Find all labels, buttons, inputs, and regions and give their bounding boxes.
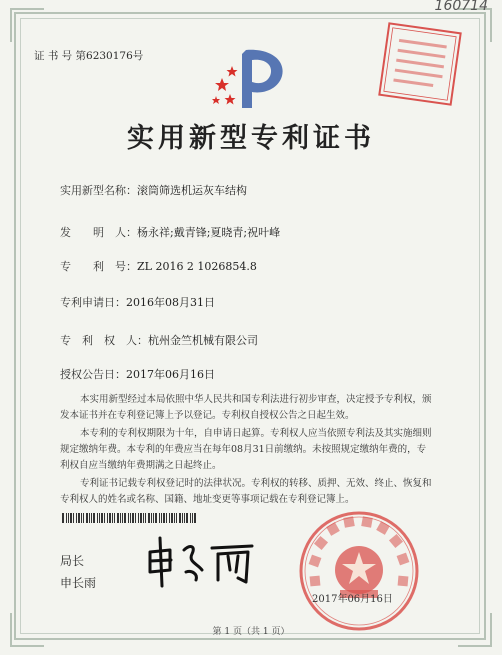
paragraph-line: 本实用新型经过本局依照中华人民共和国专利法进行初步审查，决定授予专利权，颁 (80, 394, 432, 405)
paragraph-line: 发本证书并在专利登记簿上予以登记。专利权自授权公告之日起生效。 (60, 410, 355, 421)
field-value: 杭州金竺机械有限公司 (148, 334, 258, 347)
field-application-date (60, 294, 215, 310)
page-footer: 第 1 页（共 1 页） (212, 627, 290, 637)
field-key: 专利申请日： (60, 296, 126, 309)
field-patent-number (60, 258, 257, 274)
paragraph-registry (60, 476, 440, 508)
field-patentee (60, 332, 258, 348)
paragraph-line: 本专利的专利权期限为十年，自申请日起算。专利权人应当依照专利法及其实施细则 (80, 428, 432, 439)
certificate-number: 证 书 号 第6230176号 (34, 50, 144, 62)
field-key: 专 利 号： (60, 260, 137, 273)
field-inventors (60, 224, 280, 240)
field-value: 滚筒筛选机运灰车结构 (137, 184, 247, 197)
official-seal (296, 508, 422, 634)
paragraph-line: 专利权人的姓名或名称、国籍、地址变更等事项记载在专利登记簿上。 (60, 494, 355, 505)
field-key: 实用新型名称： (60, 184, 137, 197)
copy-stamp (376, 20, 464, 108)
director-signature (140, 530, 260, 590)
paragraph-line: 利权自应当缴纳年费期满之日起终止。 (60, 460, 222, 471)
director-name: 申长雨 (60, 576, 97, 590)
field-key: 专 利 权 人： (60, 334, 148, 347)
field-key: 授权公告日： (60, 368, 126, 381)
handwritten-note: 160714 (434, 0, 488, 14)
frame-corner (10, 8, 44, 42)
field-key: 发 明 人： (60, 226, 137, 239)
patent-office-logo (208, 44, 294, 112)
field-value: ZL 2016 2 1026854.8 (137, 260, 257, 273)
field-utility-model-name (60, 182, 247, 198)
paragraph-line: 规定缴纳年费。本专利的年费应当在每年08月31日前缴纳。未按照规定缴纳年费的，专 (60, 444, 427, 455)
paragraph-grant (60, 392, 440, 424)
seal-date: 2017年06月16日 (312, 594, 393, 605)
certificate-title: 实用新型专利证书 (127, 123, 375, 154)
paragraph-line: 专利证书记载专利权登记时的法律状况。专利权的转移、质押、无效、终止、恢复和 (80, 478, 432, 489)
director-title: 局长 (60, 554, 85, 568)
field-value: 2017年06月16日 (126, 368, 215, 381)
paragraph-term (60, 426, 440, 474)
barcode (62, 513, 196, 523)
field-value: 2016年08月31日 (126, 296, 215, 309)
field-value: 杨永祥;戴青锋;夏晓青;祝叶峰 (137, 226, 281, 239)
field-announcement-date (60, 366, 215, 382)
